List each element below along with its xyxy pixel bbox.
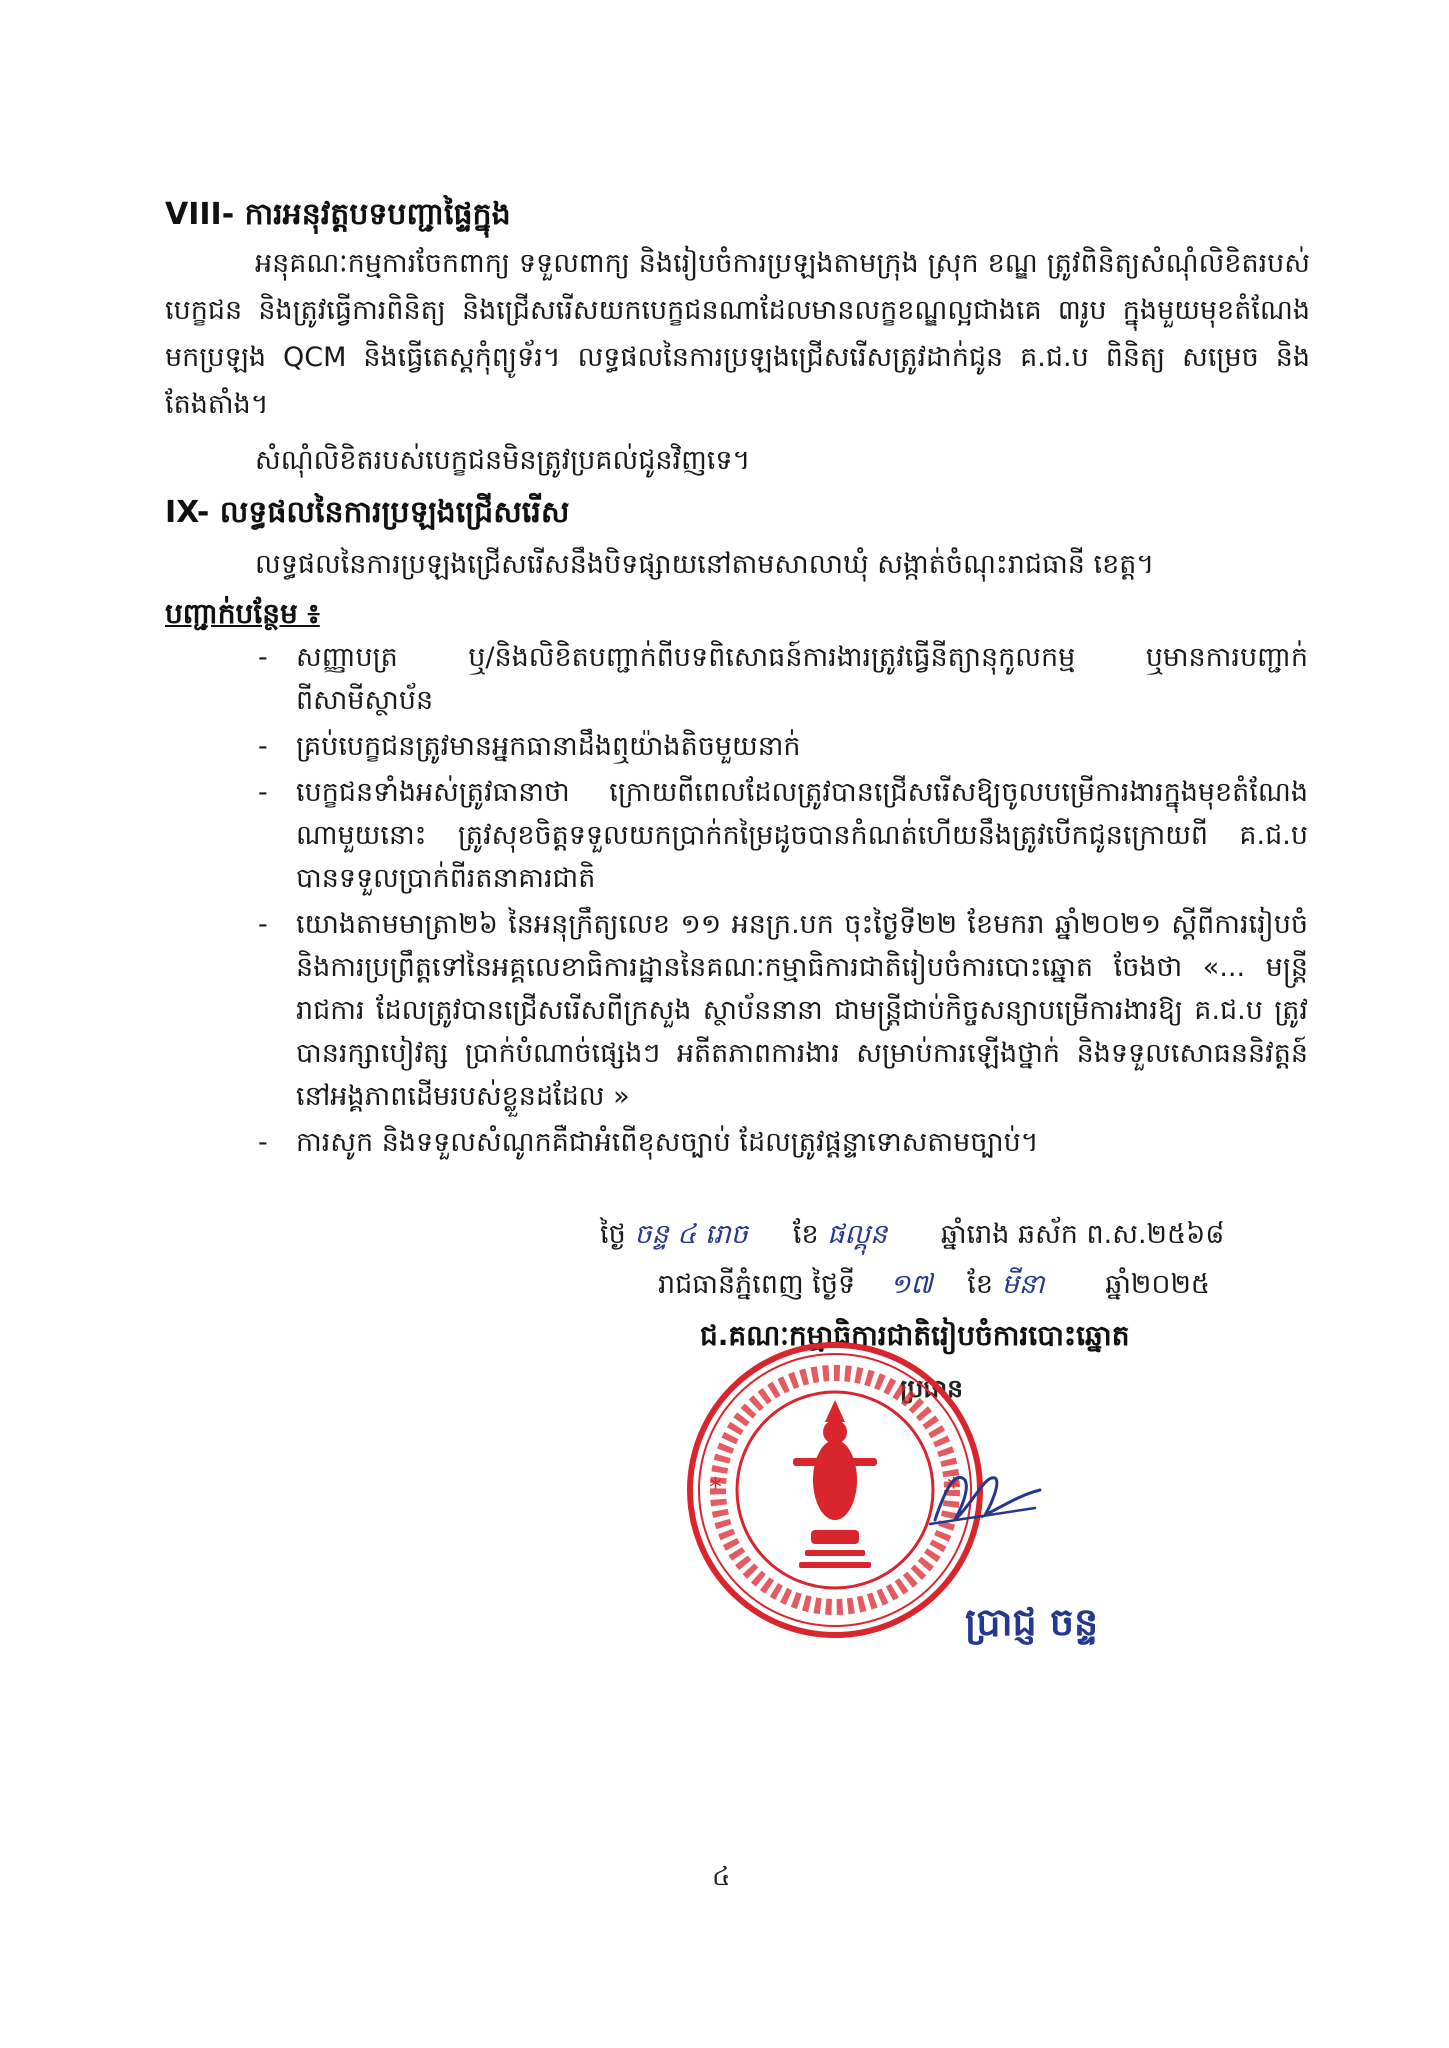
list-item-text: គ្រប់បេក្ខជនត្រូវមានអ្នកធានាដឹងឮយ៉ាងតិចមួយនាក់ [296, 731, 801, 762]
list-item-text: ការសូក និងទទួលសំណូកគឺជាអំពើខុសច្បាប់ ដែលត្រូវផ្តន្ទាទោសតាមច្បាប់។ [296, 1127, 1039, 1158]
section-viii-paragraph-2: សំណុំលិខិតរបស់បេក្ខជនមិនត្រូវប្រគល់ជូនវិញទេ។ [255, 445, 751, 476]
additional-notes-title: បញ្ជាក់បន្ថែម ៖ [165, 597, 320, 630]
list-item-text: យោងតាមមាត្រា២៦ នៃអនុក្រឹត្យលេខ ១១ អនក្រ.បក ចុះថ្ងៃទី២២ ខែមករា ឆ្នាំ២០២១ ស្តីពីការរៀបចំ និងការប្រព្រឹត្តទៅនៃអគ្គលេខាធិការដ្ឋាននៃគណៈកម្មាធិការជាតិរៀបចំការបោះឆ្នោត ចែងថា «... មន្ត្រីរាជការ ដែលត្រូវបានជ្រើសរើសពីក្រសួង ស្ថាប័ននានា ជាមន្ត្រីជាប់កិច្ចសន្យាបម្រើការងារឱ្យ គ.ជ.ប ត្រូវបានរក្សាបៀវត្ស ប្រាក់បំណាច់ផ្សេងៗ អតីតភាពការងារ សម្រាប់ការឡើងថ្នាក់ និងទទួលសោធននិវត្តន៍នៅអង្គភាពដើមរបស់ខ្លួនដដែល » [296, 909, 1308, 1112]
lunar-date-prefix: ថ្ងៃ [600, 1219, 626, 1250]
lunar-month: ផល្គុន [827, 1219, 888, 1250]
solar-month-label: ខែ [967, 1269, 994, 1300]
list-item [258, 1121, 1308, 1164]
bullet-dash: - [258, 1127, 268, 1158]
signatory-name: ប្រាជ្ញ ចន្ទ [965, 1599, 1099, 1644]
solar-date-prefix: រាជធានីភ្នំពេញ ថ្ងៃទី [658, 1269, 856, 1300]
page-number: ៤ [712, 1862, 731, 1892]
section-ix-heading: IX- លទ្ធផលនៃការប្រឡងជ្រើសរើស [165, 495, 570, 530]
lunar-year: ឆ្នាំរោង ឆស័ក ព.ស.២៥៦៨ [940, 1219, 1225, 1250]
section-viii-paragraph-1: អនុគណៈកម្មការចែកពាក្យ ទទួលពាក្យ និងរៀបចំការប្រឡងតាមក្រុង ស្រុក ខណ្ឌ ត្រូវពិនិត្យសំណុំលិខិតរបស់បេក្ខជន និងត្រូវធ្វើការពិនិត្យ និងជ្រើសរើសយកបេក្ខជនណាដែលមានលក្ខខណ្ឌល្អជាងគេ ៣រូប ក្នុងមួយមុខតំណែង មកប្រឡង QCM និងធ្វើតេស្តកុំព្យូទ័រ។ លទ្ធផលនៃការប្រឡងជ្រើសរើសត្រូវដាក់ជូន គ.ជ.ប ពិនិត្យ សម្រេច និងតែងតាំង។ [165, 248, 1310, 420]
list-item [258, 636, 1308, 722]
section-viii-heading: VIII- ការអនុវត្តបទបញ្ជាផ្ទៃក្នុង [165, 197, 511, 232]
bullet-dash: - [258, 642, 268, 673]
lunar-date-day: ចន្ទ ៤ រោច [634, 1219, 748, 1250]
solar-year: ឆ្នាំ២០២៥ [1105, 1269, 1211, 1300]
list-item-text: បេក្ខជនទាំងអស់ត្រូវធានាថា ក្រោយពីពេលដែលត្រូវបានជ្រើសរើសឱ្យចូលបម្រើការងារក្នុងមុខតំណែងណាមួយនោះ ត្រូវសុខចិត្តទទួលយកប្រាក់កម្រៃដូចបានកំណត់ហើយនឹងត្រូវបើកជូនក្រោយពី គ.ជ.ប បានទទួលប្រាក់ពីរតនាគារជាតិ [296, 777, 1308, 894]
handwritten-signature [925, 1460, 1045, 1530]
bullet-dash: - [258, 731, 268, 762]
seal-star-left: * [709, 1473, 722, 1503]
solar-date-day: ១៧ [889, 1269, 933, 1300]
section-ix-paragraph: លទ្ធផលនៃការប្រឡងជ្រើសរើសនឹងបិទផ្សាយនៅតាមសាលាឃុំ សង្កាត់ចំណុះរាជធានី ខេត្ត។ [255, 549, 1155, 580]
seal-emblem [793, 1400, 877, 1568]
signatory-organization: ជ.គណៈកម្មាធិការជាតិរៀបចំការបោះឆ្នោត [700, 1319, 1130, 1352]
bullet-dash: - [258, 777, 268, 808]
seal-star-right: * [947, 1473, 960, 1503]
list-item [258, 903, 1308, 1118]
lunar-month-label: ខែ [792, 1219, 819, 1250]
bullet-dash: - [258, 909, 268, 940]
list-item [258, 771, 1308, 900]
lunar-date-line [600, 1218, 1224, 1257]
signatory-title: ប្រធាន [900, 1374, 963, 1403]
list-item-text: សញ្ញាបត្រ ឬ/និងលិខិតបញ្ជាក់ពីបទពិសោធន៍ការងារត្រូវធ្វើនីត្យានុកូលកម្ម ឬមានការបញ្ជាក់ពីសាមីស្ថាប័ន [296, 642, 1308, 716]
solar-month: មីនា [1001, 1269, 1045, 1300]
notes-list [258, 636, 1308, 1167]
list-item [258, 725, 1308, 768]
solar-date-line [658, 1268, 1210, 1307]
